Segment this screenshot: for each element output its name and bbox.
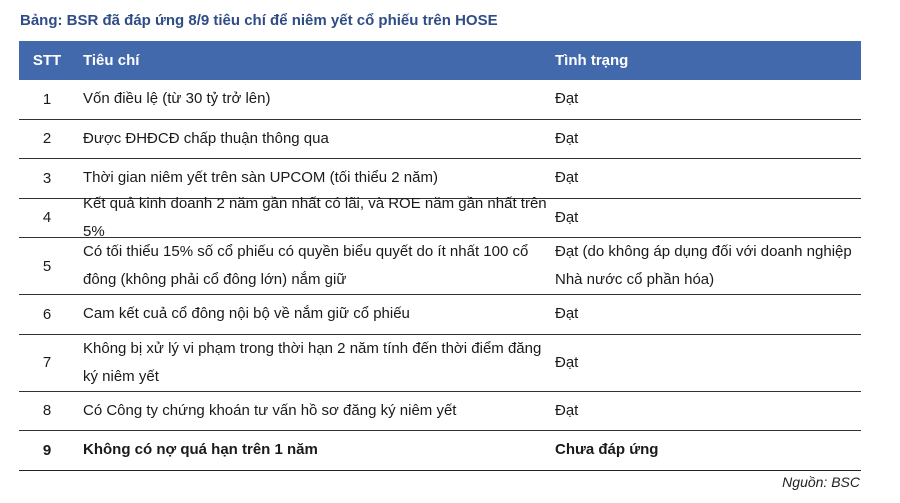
row-stt: 2	[42, 130, 52, 148]
row-status: Đạt	[555, 305, 579, 323]
table-row	[19, 120, 861, 160]
row-stt: 4	[42, 209, 52, 227]
row-stt: 8	[42, 402, 52, 420]
row-stt: 6	[42, 305, 52, 323]
table-row	[19, 295, 861, 335]
row-stt: 7	[42, 354, 52, 371]
row-criteria: Có Công ty chứng khoán tư vấn hồ sơ đăng ký niêm yết	[83, 401, 457, 419]
row-stt: 1	[42, 90, 52, 108]
row-stt: 5	[42, 257, 52, 275]
row-status: Đạt (do không áp dụng đối với doanh nghiệp Nhà nước cổ phần hóa)	[555, 243, 852, 288]
table-title: Bảng: BSR đã đáp ứng 8/9 tiêu chí để niêm yết cổ phiếu trên HOSE	[20, 12, 498, 29]
table-row	[19, 80, 861, 120]
row-status: Đạt	[555, 90, 579, 108]
table-row	[19, 392, 861, 432]
criteria-table	[19, 41, 861, 471]
row-status: Đạt	[555, 401, 579, 419]
header-stt: STT	[32, 52, 62, 69]
row-status: Đạt	[555, 208, 579, 226]
row-criteria: Kết quả kinh doanh 2 năm gần nhất có lãi, và ROE năm gần nhất trên 5%	[83, 194, 547, 240]
row-status: Chưa đáp ứng	[555, 441, 659, 459]
row-criteria: Vốn điều lệ (từ 30 tỷ trở lên)	[83, 90, 271, 108]
row-status: Đạt	[555, 129, 579, 147]
row-stt: 3	[42, 169, 52, 187]
row-criteria: Không có nợ quá hạn trên 1 năm	[83, 441, 318, 459]
row-criteria: Có tối thiểu 15% số cổ phiếu có quyền biểu quyết do ít nhất 100 cổ đông (không phải cổ đông lớn) nắm giữ	[83, 243, 529, 288]
table-row	[19, 194, 861, 240]
row-criteria: Không bị xử lý vi phạm trong thời hạn 2 năm tính đến thời điểm đăng ký niêm yết	[83, 339, 542, 385]
header-criteria: Tiêu chí	[83, 52, 140, 69]
row-status: Đạt	[555, 169, 579, 187]
row-criteria: Thời gian niêm yết trên sàn UPCOM (tối thiểu 2 năm)	[83, 169, 438, 187]
table-header	[19, 41, 861, 80]
header-status: Tình trạng	[555, 52, 629, 69]
row-stt: 9	[42, 441, 52, 459]
row-criteria: Cam kết cuả cổ đông nội bộ về nắm giữ cổ phiếu	[83, 305, 410, 323]
row-status: Đạt	[555, 353, 579, 371]
source-note: Nguồn: BSC	[782, 474, 860, 490]
table-row	[19, 431, 861, 471]
table-row	[19, 238, 861, 295]
row-criteria: Được ĐHĐCĐ chấp thuận thông qua	[83, 129, 329, 147]
table-row	[19, 335, 861, 392]
